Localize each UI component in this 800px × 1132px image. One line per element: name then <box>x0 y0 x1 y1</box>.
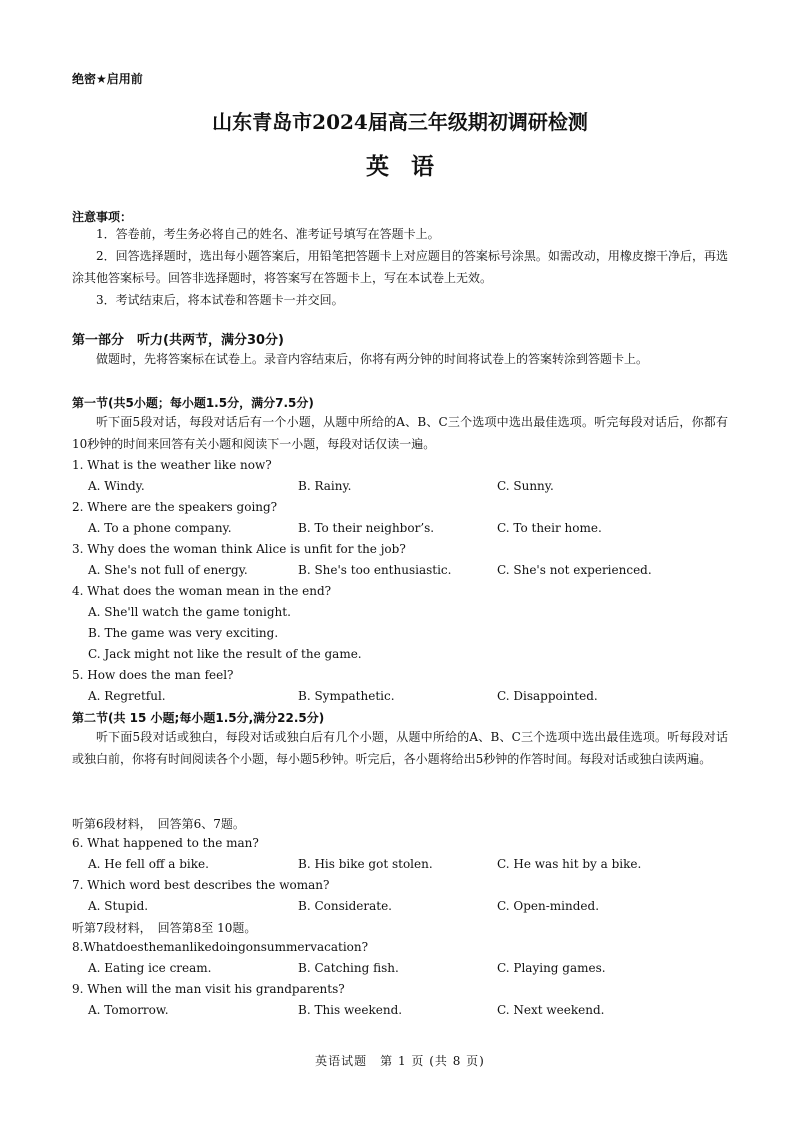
question-6-option-c: C. He was hit by a bike. <box>497 857 642 871</box>
question-3-stem: 3. Why does the woman think Alice is unfit for the job? <box>72 542 406 556</box>
question-5-option-a: A. Regretful. <box>88 689 166 703</box>
question-7-stem: 7. Which word best describes the woman? <box>72 878 330 892</box>
material-6-instruction: 听第6段材料， 回答第6、7题。 <box>72 817 245 831</box>
question-5-option-b: B. Sympathetic. <box>298 689 395 703</box>
question-7-option-b: B. Considerate. <box>298 899 392 913</box>
notice-item-2: 2．回答选择题时，选出每小题答案后，用铅笔把答题卡上对应题目的答案标号涂黑。如需改动，用橡皮擦干净后，再选涂其他答案标号。回答非选择题时，将答案写在答题卡上，写在本试卷上无效。 <box>72 249 728 285</box>
question-6-stem: 6. What happened to the man? <box>72 836 259 850</box>
question-8-option-c: C. Playing games. <box>497 961 606 975</box>
question-8-option-b: B. Catching fish. <box>298 961 399 975</box>
subject-title: 英语 <box>366 153 456 180</box>
question-4-option-b: B. The game was very exciting. <box>88 626 279 640</box>
question-2-stem: 2. Where are the speakers going? <box>72 500 278 514</box>
confidential-label: 绝密★启用前 <box>72 72 143 86</box>
material-7-instruction: 听第7段材料， 回答第8至 10题。 <box>72 921 257 935</box>
question-1-option-c: C. Sunny. <box>497 479 554 493</box>
question-3-option-c: C. She's not experienced. <box>497 563 652 577</box>
question-9-option-b: B. This weekend. <box>298 1003 403 1017</box>
question-4-option-a: A. She'll watch the game tonight. <box>88 605 291 619</box>
question-2-option-c: C. To their home. <box>497 521 602 535</box>
section1-heading: 第一节(共5小题；每小题1.5分，满分7.5分) <box>72 396 314 410</box>
exam-title: 山东青岛市2024届高三年级期初调研检测 <box>212 110 588 134</box>
question-8-stem: 8.Whatdoesthemanlikedoingonsummervacation? <box>72 940 369 954</box>
question-7-option-a: A. Stupid. <box>88 899 149 913</box>
question-6-option-a: A. He fell off a bike. <box>88 857 209 871</box>
part1-heading: 第一部分 听力(共两节，满分30分) <box>72 333 284 348</box>
section2-heading: 第二节(共 15 小题;每小题1.5分,满分22.5分) <box>72 711 325 725</box>
question-2-option-b: B. To their neighbor’s. <box>298 521 435 535</box>
question-3-option-a: A. She's not full of energy. <box>88 563 248 577</box>
notice-item-1: 1．答卷前，考生务必将自己的姓名、准考证号填写在答题卡上。 <box>96 227 440 241</box>
question-5-stem: 5. How does the man feel? <box>72 668 234 682</box>
section2-intro: 听下面5段对话或独白，每段对话或独白后有几个小题，从题中所给的A、B、C三个选项中选出最佳选项。听每段对话或独白前，你将有时间阅读各个小题，每小题5秒钟。听完后，各小题将给出5秒钟的作答时间。每段对话或独白读两遍。 <box>72 730 728 766</box>
question-4-stem: 4. What does the woman mean in the end? <box>72 584 332 598</box>
question-5-option-c: C. Disappointed. <box>497 689 598 703</box>
question-2-option-a: A. To a phone company. <box>88 521 232 535</box>
part1-intro: 做题时，先将答案标在试卷上。录音内容结束后，你将有两分钟的时间将试卷上的答案转涂到答题卡上。 <box>96 352 649 366</box>
question-4-option-c: C. Jack might not like the result of the game. <box>88 647 362 661</box>
question-7-option-c: C. Open-minded. <box>497 899 600 913</box>
page-footer: 英语试题 第 1 页 (共 8 页) <box>315 1054 485 1068</box>
question-1-option-b: B. Rainy. <box>298 479 352 493</box>
question-3-option-b: B. She's too enthusiastic. <box>298 563 452 577</box>
question-9-option-a: A. Tomorrow. <box>88 1003 169 1017</box>
question-1-stem: 1. What is the weather like now? <box>72 458 272 472</box>
question-6-option-b: B. His bike got stolen. <box>298 857 433 871</box>
question-8-option-a: A. Eating ice cream. <box>88 961 212 975</box>
notice-heading: 注意事项： <box>72 210 133 224</box>
section1-intro: 听下面5段对话，每段对话后有一个小题，从题中所给的A、B、C三个选项中选出最佳选项。听完每段对话后，你都有10秒钟的时间来回答有关小题和阅读下一小题，每段对话仅读一遍。 <box>72 415 728 451</box>
question-1-option-a: A. Windy. <box>88 479 145 493</box>
question-9-stem: 9. When will the man visit his grandparents? <box>72 982 345 996</box>
question-9-option-c: C. Next weekend. <box>497 1003 605 1017</box>
notice-item-3: 3．考试结束后，将本试卷和答题卡一并交回。 <box>96 293 344 307</box>
